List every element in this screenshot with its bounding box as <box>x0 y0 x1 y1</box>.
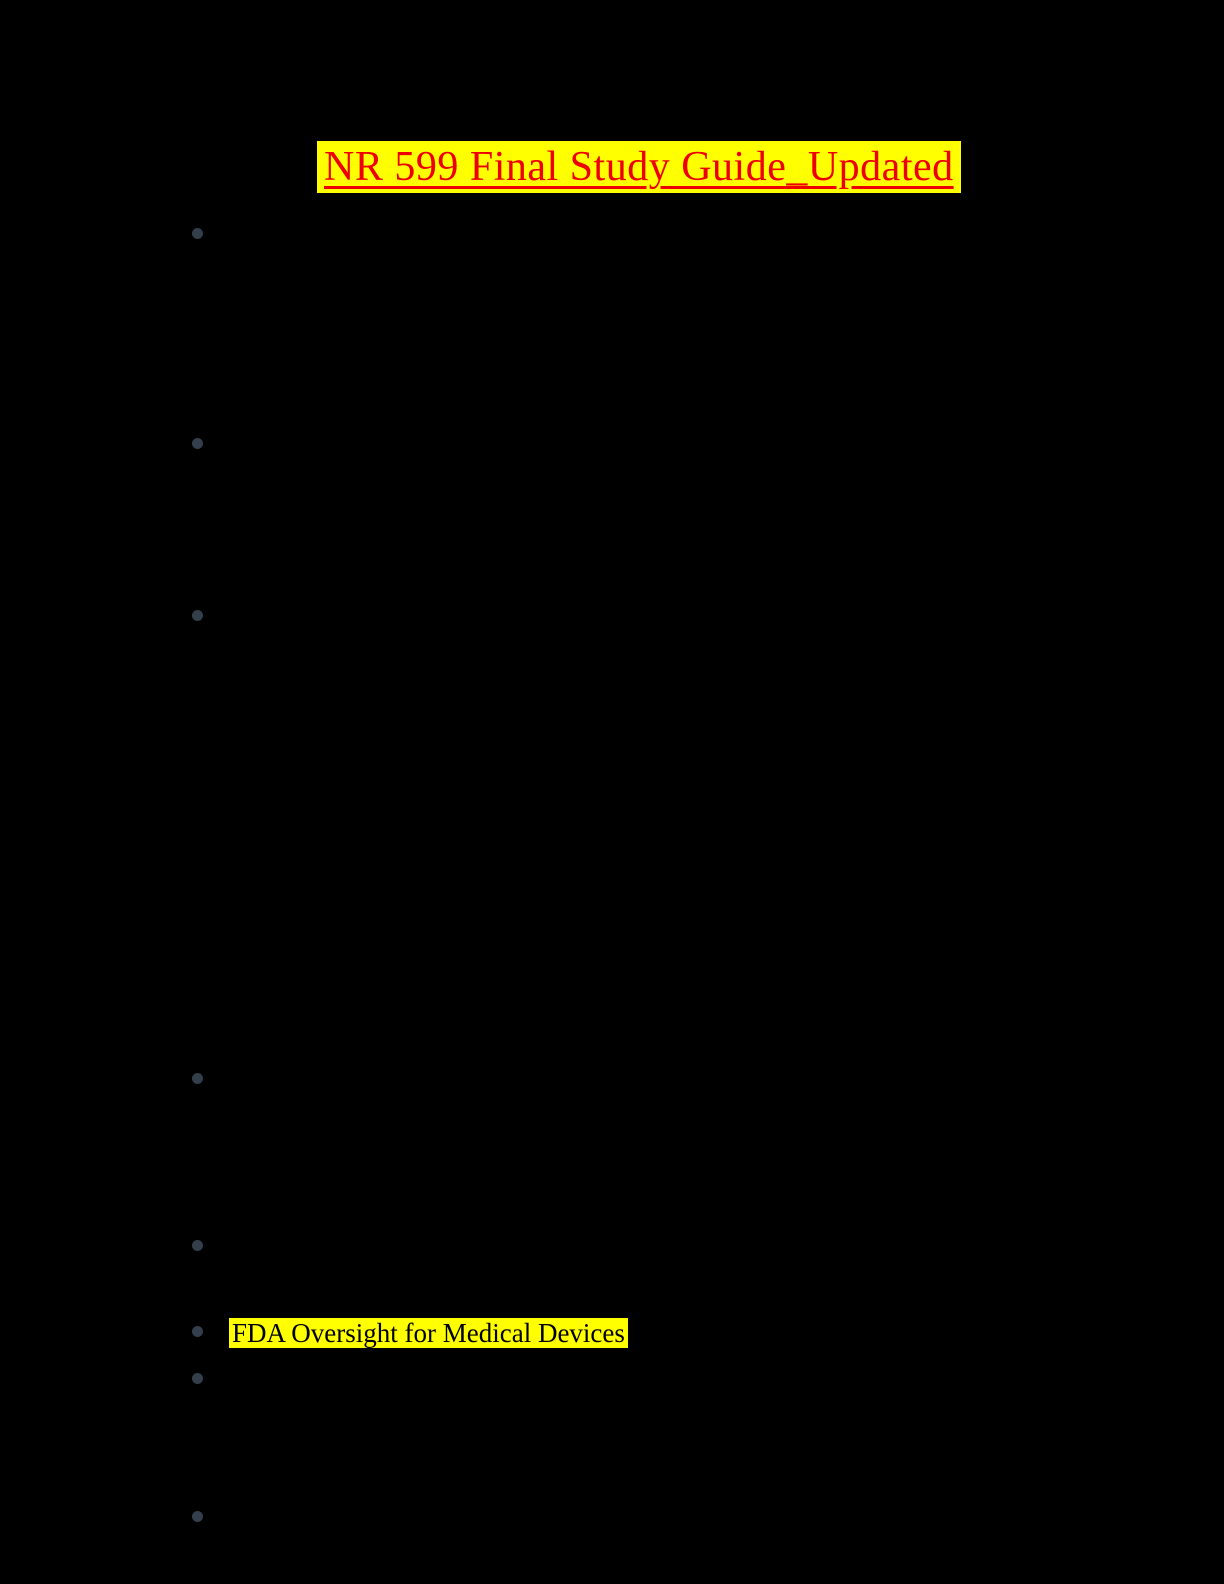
list-bullet-icon <box>192 1326 203 1337</box>
list-bullet-icon <box>192 438 203 449</box>
page-title: NR 599 Final Study Guide_Updated <box>324 144 954 190</box>
list-bullet-icon <box>192 1240 203 1251</box>
list-bullet-icon <box>192 1373 203 1384</box>
list-bullet-icon <box>192 228 203 239</box>
highlighted-item-text: FDA Oversight for Medical Devices <box>232 1318 625 1348</box>
list-bullet-icon <box>192 610 203 621</box>
list-bullet-icon <box>192 1511 203 1522</box>
title-highlight <box>317 141 961 193</box>
list-bullet-icon <box>192 1073 203 1084</box>
highlighted-list-item <box>229 1318 628 1348</box>
